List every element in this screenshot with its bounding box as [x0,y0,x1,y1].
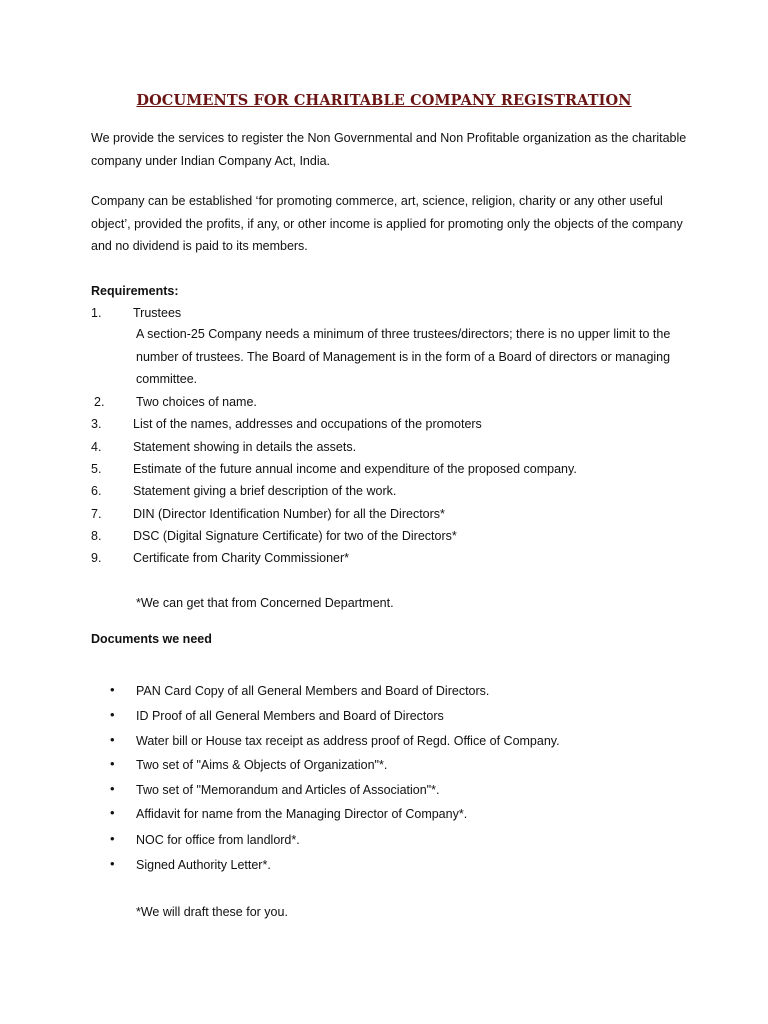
document-item-8: Signed Authority Letter*. [136,858,271,872]
requirement-text-4: Statement showing in details the assets. [133,440,357,454]
requirement-text-9: Certificate from Charity Commissioner* [133,551,350,565]
requirement-text-1: Trustees [133,306,182,320]
bullet-icon: • [110,682,115,697]
trustees-detail: A section-25 Company needs a minimum of three trustees/directors; there is no upper limit to the number of trustees. The Board of Management is in the form of a Board of directors or managing committee. [136,327,671,386]
bullet-icon: • [110,831,115,846]
requirement-text-7: DIN (Director Identification Number) for all the Directors* [133,507,445,521]
requirement-number-5: 5. [91,462,102,476]
requirement-number-1: 1. [91,306,102,320]
document-item-2: ID Proof of all General Members and Board of Directors [136,709,444,723]
requirement-number-3: 3. [91,417,102,431]
requirement-text-3: List of the names, addresses and occupations of the promoters [133,417,482,431]
requirement-number-8: 8. [91,529,102,543]
requirement-number-9: 9. [91,551,102,565]
requirement-text-5: Estimate of the future annual income and expenditure of the proposed company. [133,462,577,476]
requirement-number-6: 6. [91,484,102,498]
requirement-number-7: 7. [91,507,102,521]
documents-note: *We will draft these for you. [136,905,288,919]
requirement-text-2: Two choices of name. [136,395,257,409]
requirements-note: *We can get that from Concerned Department. [136,596,394,610]
document-item-4: Two set of "Aims & Objects of Organization"*. [136,758,388,772]
document-title: DOCUMENTS FOR CHARITABLE COMPANY REGISTRATION [136,92,632,109]
document-item-6: Affidavit for name from the Managing Director of Company*. [136,807,468,821]
requirement-text-8: DSC (Digital Signature Certificate) for two of the Directors* [133,529,457,543]
documents-heading: Documents we need [91,632,212,646]
intro-paragraph: We provide the services to register the Non Governmental and Non Profitable organization as the charitable company under Indian Company Act, India. [91,131,687,168]
bullet-icon: • [110,707,115,722]
description-paragraph: Company can be established ‘for promoting commerce, art, science, religion, charity or any other useful object’, provided the profits, if any, or other income is applied for promoting only the objects of the company and no dividend is paid to its members. [91,194,683,253]
requirement-number-4: 4. [91,440,102,454]
requirements-heading: Requirements: [91,284,179,298]
bullet-icon: • [110,805,115,820]
document-item-1: PAN Card Copy of all General Members and Board of Directors. [136,684,490,698]
bullet-icon: • [110,781,115,796]
bullet-icon: • [110,856,115,871]
document-item-7: NOC for office from landlord*. [136,833,300,847]
bullet-icon: • [110,732,115,747]
requirement-number-2: 2. [94,395,105,409]
requirement-text-6: Statement giving a brief description of the work. [133,484,397,498]
document-item-3: Water bill or House tax receipt as address proof of Regd. Office of Company. [136,734,560,748]
document-item-5: Two set of "Memorandum and Articles of Association"*. [136,783,440,797]
bullet-icon: • [110,756,115,771]
